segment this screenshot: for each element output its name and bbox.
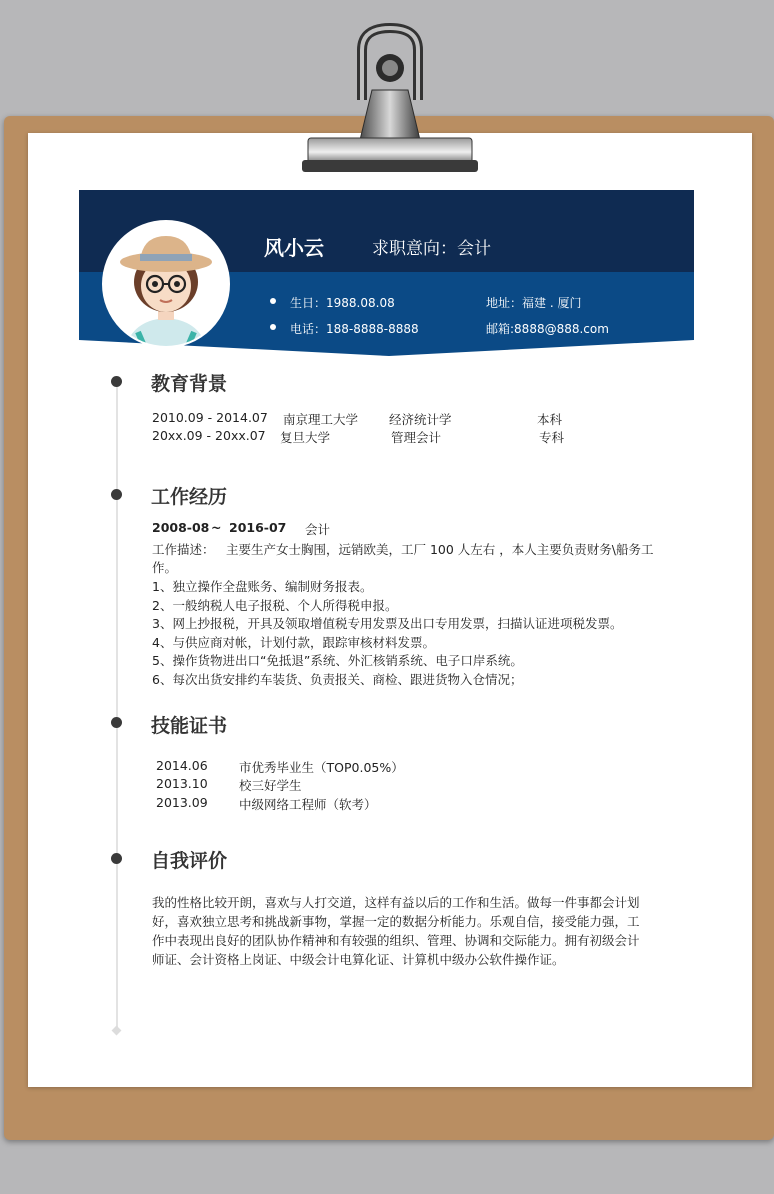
- section-title-self: 自我评价: [151, 850, 228, 872]
- work-desc-text: 主要生产女士胸围，远销欧美，工厂 100 人左右 ，本人主要负责财务\船务工: [226, 542, 654, 557]
- self-eval-line: 好，喜欢独立思考和挑战新事物，掌握一定的数据分析能力。乐观自信，接受能力强，工: [152, 914, 640, 929]
- work-end: 2016-07: [229, 520, 287, 535]
- edu-school: 南京理工大学: [283, 412, 359, 427]
- work-duty: 2、一般纳税人电子报税、个人所得税申报。: [152, 598, 398, 613]
- binder-clip-icon: [0, 0, 774, 180]
- timeline-dot-icon: [111, 717, 122, 728]
- work-start: 2008-08: [152, 520, 210, 535]
- edu-major: 管理会计: [391, 430, 442, 445]
- candidate-name: 风小云: [264, 236, 324, 260]
- self-eval-line: 作中表现出良好的团队协作精神和有较强的组织、管理、协调和交际能力。拥有初级会计: [152, 933, 640, 948]
- work-duty: 5、操作货物进出口“免抵退”系统、外汇核销系统、电子口岸系统。: [152, 653, 523, 668]
- edu-period: 2010.09 - 2014.07: [152, 410, 268, 425]
- bullet-icon: [270, 298, 276, 304]
- skill-date: 2014.06: [156, 758, 208, 773]
- avatar: [102, 220, 230, 348]
- timeline-dot-icon: [111, 489, 122, 500]
- work-duty: 4、与供应商对帐，计划付款，跟踪审核材料发票。: [152, 635, 435, 650]
- edu-degree: 专科: [539, 430, 565, 445]
- edu-major: 经济统计学: [389, 412, 452, 427]
- edu-degree: 本科: [537, 412, 563, 427]
- work-duty: 3、网上抄报税，开具及领取增值税专用发票及出口专用发票，扫描认证进项税发票。: [152, 616, 623, 631]
- phone-info: 电话：188-8888-8888: [290, 322, 419, 336]
- job-intent: 求职意向：会计: [372, 239, 491, 259]
- work-position: 会计: [305, 522, 331, 537]
- email-info: 邮箱:8888@888.com: [486, 322, 609, 336]
- work-desc-label: 工作描述：: [152, 542, 215, 557]
- skill-name: 市优秀毕业生（TOP0.05%）: [239, 760, 404, 775]
- timeline-line: [116, 380, 118, 1030]
- self-eval-line: 我的性格比较开朗，喜欢与人打交道，这样有益以后的工作和生活。做每一件事都会计划: [152, 895, 640, 910]
- section-title-skills: 技能证书: [151, 715, 228, 737]
- timeline-dot-icon: [111, 853, 122, 864]
- work-duty: 1、独立操作全盘账务、编制财务报表。: [152, 579, 373, 594]
- skill-date: 2013.09: [156, 795, 208, 810]
- section-title-work: 工作经历: [151, 486, 228, 508]
- edu-period: 20xx.09 - 20xx.07: [152, 428, 266, 443]
- edu-school: 复旦大学: [280, 430, 331, 445]
- bullet-icon: [270, 324, 276, 330]
- birth-info: 生日：1988.08.08: [290, 296, 395, 310]
- skill-name: 中级网络工程师（软考）: [239, 797, 377, 812]
- address-info: 地址：福建 . 厦门: [486, 296, 582, 310]
- work-duty: 6、每次出货安排约车装货、负责报关、商检、跟进货物入仓情况；: [152, 672, 523, 687]
- section-title-education: 教育背景: [151, 373, 228, 395]
- work-tilde: ~: [211, 520, 222, 535]
- skill-date: 2013.10: [156, 776, 208, 791]
- work-desc-cont: 作。: [152, 560, 178, 575]
- timeline-dot-icon: [111, 376, 122, 387]
- skill-name: 校三好学生: [239, 778, 302, 793]
- self-eval-line: 师证、会计资格上岗证、中级会计电算化证、计算机中级办公软件操作证。: [152, 952, 565, 967]
